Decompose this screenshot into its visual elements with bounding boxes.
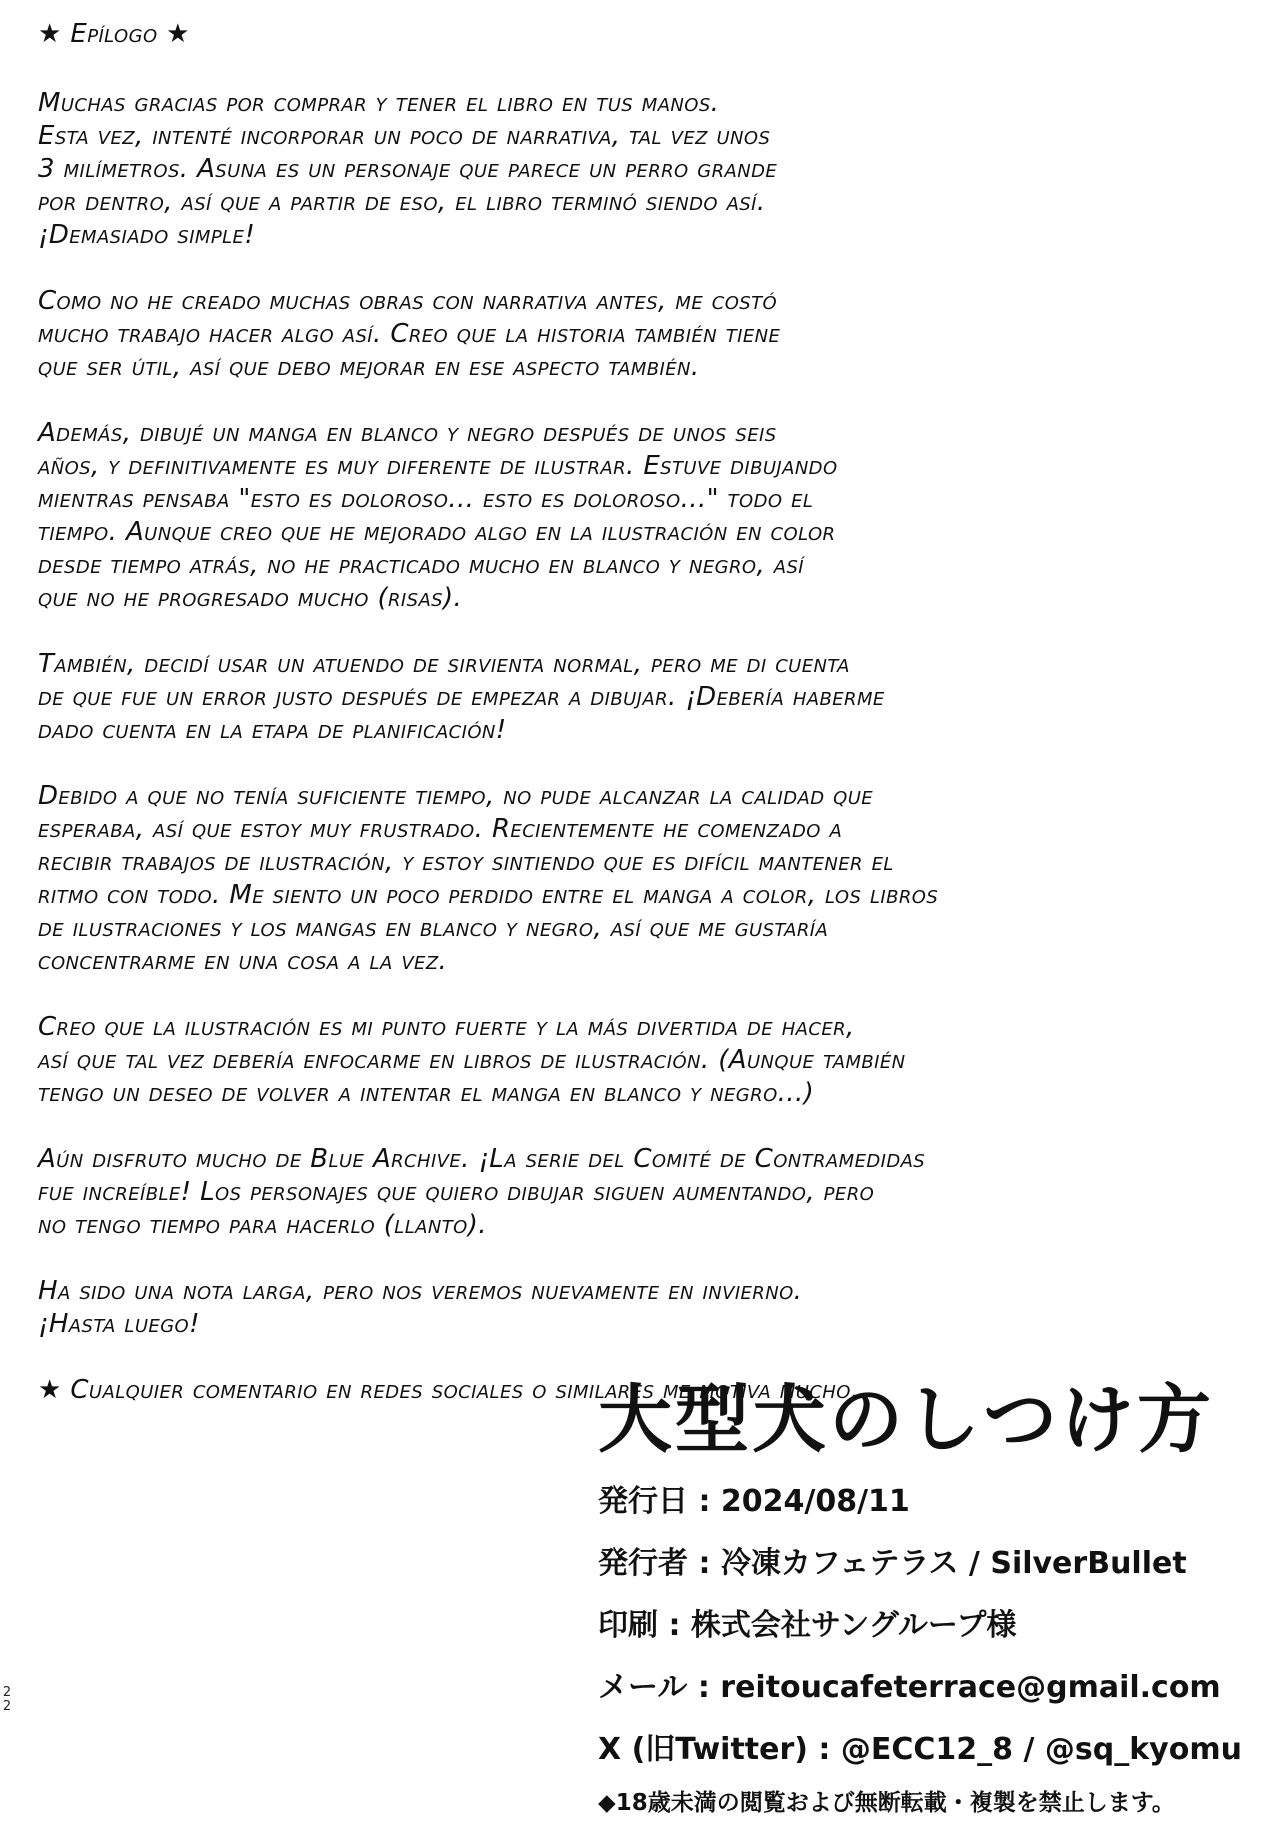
page-number: 22 [2, 1685, 12, 1714]
epilogue-heading: ★ Epílogo ★ [38, 19, 190, 49]
publisher: 発行者 : 冷凍カフェテラス / SilverBullet [598, 1546, 1187, 1581]
epilogue-section [38, 18, 1253, 1407]
book-title: 大型犬のしつけ方 [598, 1377, 1214, 1463]
epilogue-paragraph-7: Aún disfruto mucho de Blue Archive. ¡La serie del Comité de Contramedidas fue increíble! Los personajes que quiero dibujar siguen aumentando, pero no tengo tiempo para hacerlo (llanto). [38, 1144, 926, 1240]
epilogue-paragraph-3: Además, dibujé un manga en blanco y negro después de unos seis años, y definitivamente es muy diferente de ilustrar. Estuve dibujando mientras pensaba "esto es doloroso... esto es doloroso..." todo el tiempo. Aunque creo que he mejorado algo en la ilustración en color desde tiempo atrás, no he practicado mucho en blanco y negro, así que no he progresado mucho (risas). [38, 418, 838, 613]
age-restriction-notice: ◆18歳未満の閲覧および無断転載・複製を禁止します。 [598, 1790, 1175, 1816]
epilogue-footnote: ★ Cualquier comentario en redes sociales o similares me motiva mucho. [38, 1375, 860, 1405]
colophon [598, 1375, 1248, 1825]
epilogue-paragraph-5: Debido a que no tenía suficiente tiempo, no pude alcanzar la calidad que esperaba, así que estoy muy frustrado. Recientemente he comenzado a recibir trabajos de ilustración, y estoy sintiendo que es difícil mantener el ritmo con todo. Me siento un poco perdido entre el manga a color, los libros de ilustraciones y los mangas en blanco y negro, así que me gustaría concentrarme en una cosa a la vez. [38, 781, 939, 976]
contact-email: メール : reitoucafeterrace@gmail.com [598, 1670, 1221, 1705]
printer: 印刷 : 株式会社サングループ様 [598, 1608, 1017, 1643]
x-twitter-handles: X (旧Twitter) : @ECC12_8 / @sq_kyomu [598, 1732, 1242, 1767]
epilogue-paragraph-8: Ha sido una nota larga, pero nos veremos nuevamente en invierno. ¡Hasta luego! [38, 1276, 803, 1339]
publish-date: 発行日 : 2024/08/11 [598, 1484, 910, 1519]
epilogue-paragraph-6: Creo que la ilustración es mi punto fuerte y la más divertida de hacer, así que tal vez debería enfocarme en libros de ilustración. (Aunque también tengo un deseo de volver a intentar el manga en blanco y negro...) [38, 1012, 906, 1108]
epilogue-paragraph-4: También, decidí usar un atuendo de sirvienta normal, pero me di cuenta de que fue un error justo después de empezar a dibujar. ¡Debería haberme dado cuenta en la etapa de planificación! [38, 649, 885, 745]
epilogue-paragraph-1: Muchas gracias por comprar y tener el libro en tus manos. Esta vez, intenté incorporar un poco de narrativa, tal vez unos 3 milímetros. Asuna es un personaje que parece un perro grande por dentro, así que a partir de eso, el libro terminó siendo así. ¡Demasiado simple! [38, 88, 778, 250]
epilogue-paragraph-2: Como no he creado muchas obras con narrativa antes, me costó mucho trabajo hacer algo así. Creo que la historia también tiene que ser útil, así que debo mejorar en ese aspecto también. [38, 286, 781, 382]
